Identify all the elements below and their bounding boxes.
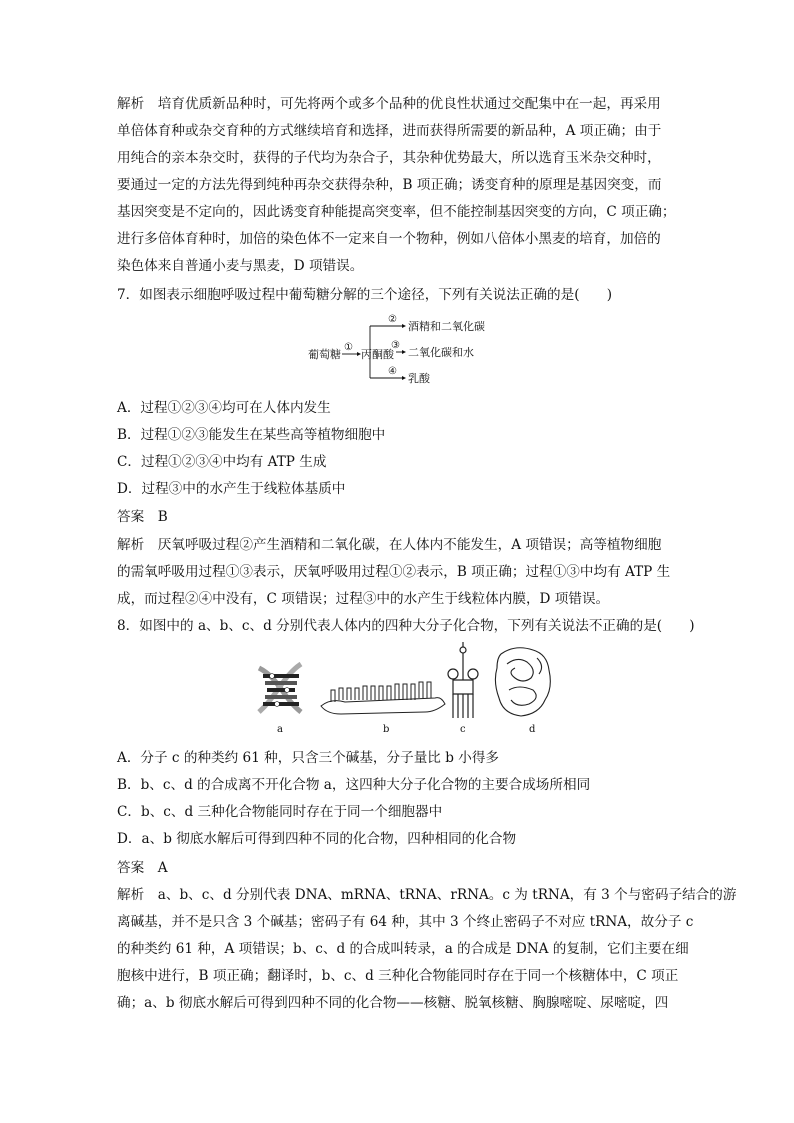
label-c: c [460,724,466,735]
macromolecule-figure [245,640,565,736]
q7-analysis-line-3: 成，而过程②④中没有，C 项错误；过程③中的水产生于线粒体内膜，D 项错误。 [117,591,610,607]
q6-analysis-line-4: 要通过一定的方法先得到纯种再杂交获得杂种，B 项正确；诱变育种的原理是基因突变，而 [117,177,662,193]
step4-label: ④ [388,366,397,377]
q6-analysis-line-6: 进行多倍体育种时，加倍的染色体不一定来自一个物种，例如八倍体小黑麦的培育，加倍的 [117,231,661,247]
lactic-acid-label: 乳酸 [408,372,430,385]
step2-label: ② [388,314,397,325]
q6-analysis-line-2: 单倍体育种或杂交育种的方式继续培育和选择，进而获得所需要的新品种，A 项正确；由于 [117,123,662,139]
label-a: a [277,724,283,735]
q8-analysis-line-1: 解析 a、b、c、d 分别代表 DNA、mRNA、tRNA、rRNA。c 为 tRNA，有 3 个与密码子结合的游 [117,887,737,903]
q8-analysis-line-4: 胞核中进行，B 项正确；翻译时，b、c、d 三种化合物能同时存在于同一个核糖体中，C 项正 [117,968,679,984]
label-b: b [383,724,390,735]
rrna-figure [495,648,550,716]
q6-analysis-line-3: 用纯合的亲本杂交时，获得的子代均为杂合子，其杂种优势最大，所以选育玉米杂交种时， [117,150,661,166]
alcohol-co2-label: 酒精和二氧化碳 [408,320,485,333]
pyruvate-label: 丙酮酸 [361,348,394,361]
q6-analysis-line-5: 基因突变是不定向的，因此诱变育种能提高突变率，但不能控制基因突变的方向，C 项正确； [117,204,676,220]
q8-option-a: A．分子 c 的种类约 61 种，只含三个碱基，分子量比 b 小得多 [117,750,500,766]
trna-figure [448,642,478,718]
q7-option-a: A．过程①②③④均可在人体内发生 [117,400,331,416]
q8-option-d: D．a、b 彻底水解后可得到四种不同的化合物，四种相同的化合物 [117,831,517,847]
q6-analysis-line-7: 染色体来自普通小麦与黑麦，D 项错误。 [117,258,364,274]
q8-stem: 8．如图中的 a、b、c、d 分别代表人体内的四种大分子化合物，下列有关说法不正确的是( ) [117,618,695,634]
q7-stem: 7．如图表示细胞呼吸过程中葡萄糖分解的三个途径，下列有关说法正确的是( ) [117,287,613,303]
label-d: d [529,724,536,735]
q8-analysis-line-2: 离碱基，并不是只含 3 个碱基；密码子有 64 种，其中 3 个终止密码子不对应 tRNA，故分子 c [117,914,694,930]
q8-answer: 答案 A [117,860,168,876]
q7-analysis-line-1: 解析 厌氧呼吸过程②产生酒精和二氧化碳，在人体内不能发生，A 项错误；高等植物细胞 [117,537,662,553]
q7-option-d: D．过程③中的水产生于线粒体基质中 [117,481,346,497]
q7-option-c: C．过程①②③④中均有 ATP 生成 [117,454,327,470]
respiration-pathway-diagram [300,312,520,390]
q7-answer: 答案 B [117,509,168,525]
step3-label: ③ [391,340,400,351]
glucose-label: 葡萄糖 [308,348,341,361]
q7-analysis-line-2: 的需氧呼吸用过程①③表示，厌氧呼吸用过程①②表示，B 项正确；过程①③中均有 ATP 生 [117,564,671,580]
q6-analysis-line-1: 解析 培育优质新品种时，可先将两个或多个品种的优良性状通过交配集中在一起，再采用 [117,96,661,112]
q8-analysis-line-3: 的种类约 61 种，A 项错误；b、c、d 的合成叫转录，a 的合成是 DNA 的复制，它们主要在细 [117,941,689,957]
co2-water-label: 二氧化碳和水 [408,346,474,359]
q8-option-c: C．b、c、d 三种化合物能同时存在于同一个细胞器中 [117,804,443,820]
q8-option-b: B．b、c、d 的合成离不开化合物 a，这四种大分子化合物的主要合成场所相同 [117,777,591,793]
q8-analysis-line-5: 确；a、b 彻底水解后可得到四种不同的化合物——核糖、脱氧核糖、胸腺嘧啶、尿嘧啶，四 [117,995,669,1011]
mrna-strand-figure [321,682,445,714]
q7-option-b: B．过程①②③能发生在某些高等植物细胞中 [117,427,386,443]
dna-helix-figure [259,664,301,712]
step1-label: ① [344,342,353,353]
